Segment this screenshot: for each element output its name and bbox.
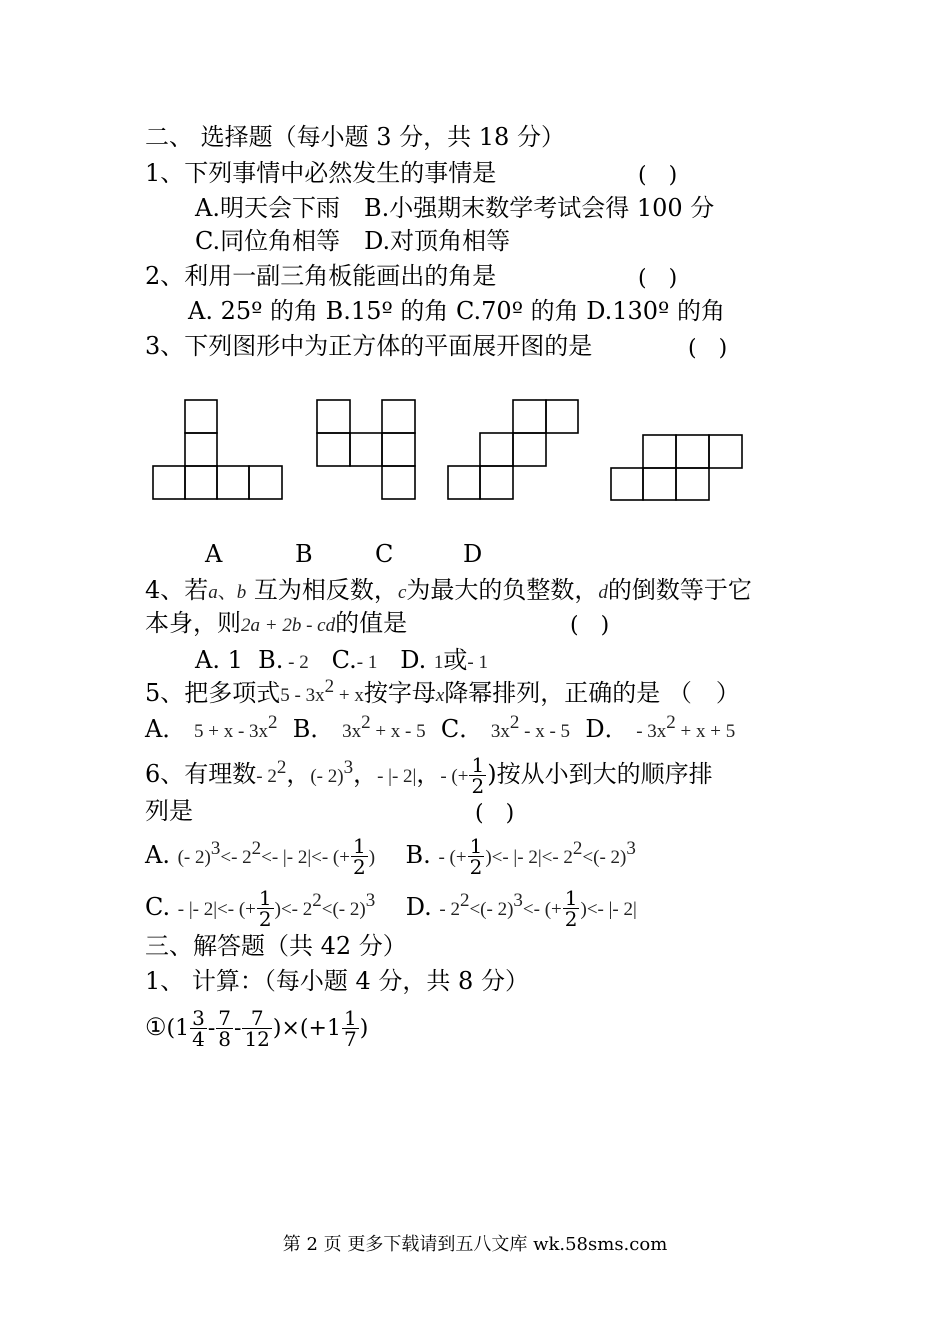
q2-stem: 2、利用一副三角板能画出的角是 [145,262,497,290]
net-label-d: D [463,540,483,568]
q6-options-cd: C. - |- 2|<- (+ $\frac{1}{2}$ )<- $2^2<(-$ 2)$^3$ D. - $2^2<(-$ 2)$^3$<- (+ $\frac{1}{2}$ )<- |- 2| [145,886,637,931]
calc-item-1: ①(1 $\frac{3}{4}$ - $\frac{7}{8}$ - $\frac{7}{12}$ )×(+1 $\frac{1}{7}$ ) [145,1006,369,1051]
q3-answer-paren: ( ) [688,336,728,361]
q1-stem: 1、下列事情中必然发生的事情是 [145,159,497,187]
section2-heading: 二、 选择题（每小题 3 分，共 18 分） [145,123,565,151]
net-label-c: C [375,540,394,568]
q1-options-line2: C.同位角相等 D.对顶角相等 [195,227,511,255]
q2-options: A. 25º 的角 B.15º 的角 C.70º 的角 D.130º 的角 [188,297,725,325]
q6-answer-paren: ( ) [475,801,515,826]
page-footer: 第 2 页 更多下载请到五八文库 wk.58sms.com [282,1234,668,1255]
cube-nets-figure [150,395,750,505]
net-label-b: B [295,540,313,568]
net-d [611,435,742,500]
section3-heading: 三、解答题（共 42 分） [145,932,407,960]
q6-options-ab: A. (- 2)$^3$<- $2^2<-$ |- 2|<- (+ $\frac{1}{2}$ ) B. - (+ $\frac{1}{2}$ )<- |- 2|<- $2^2<(-$ 2)$^3$ [145,834,636,879]
q5-options: A． $5 + x - 3x^2$ B． $3x^2 + x - 5$ C． $3x^2$ - x - 5 D． - $3x^2 + x + 5$ [145,712,736,743]
q2-answer-paren: ( ) [638,266,678,291]
q1-options-line1: A.明天会下雨 B.小强期末数学考试会得 100 分 [195,194,715,222]
q3-stem: 3、下列图形中为正方体的平面展开图的是 [145,332,593,360]
q4-line2: 本身，则2a + 2b - cd的值是 [145,609,408,637]
net-b [317,400,415,499]
section3-sub1: 1、 计算：（每小题 4 分，共 8 分） [145,967,529,995]
q4-line1: 4、若a、b 互为相反数，c为最大的负整数，d的倒数等于它 [145,576,752,604]
net-c [448,400,578,499]
q1-answer-paren: ( ) [638,163,678,188]
net-a [153,400,282,499]
q6-stem: 6、有理数- $2^2$，(- 2)$^3$，- |- 2|，- (+ $\frac{1}{2}$ )按从小到大的顺序排 [145,753,713,798]
q5-stem: 5、把多项式$5 - 3x^2 + x$按字母x降幂排列，正确的是 （ ） [145,676,740,707]
q4-options: A. 1 B. - 2 C.- 1 D. 1或- 1 [195,646,488,674]
q6-line2: 列是 [145,797,193,825]
net-label-a: A [205,540,223,568]
q4-answer-paren: ( ) [570,613,610,638]
